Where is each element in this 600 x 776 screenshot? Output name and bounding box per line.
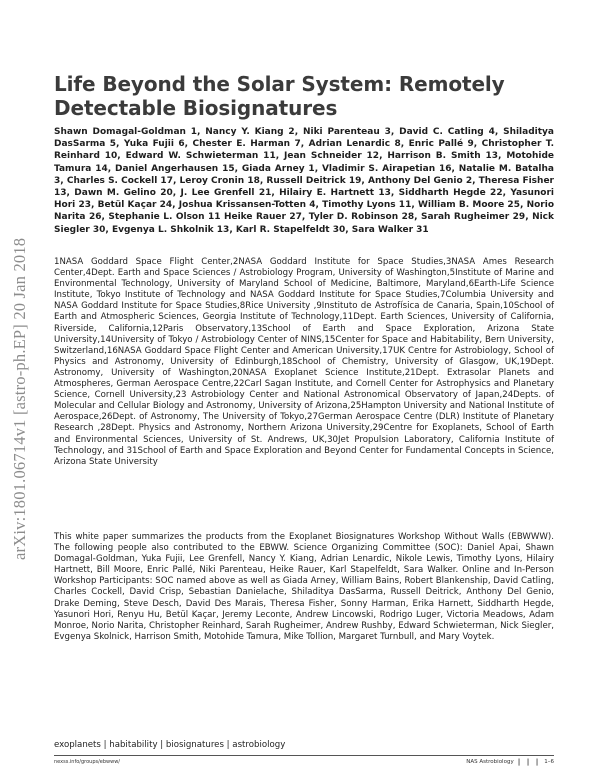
footer-separator-bars: | | | <box>517 758 541 766</box>
footer-rule <box>54 755 554 756</box>
affiliations: 1NASA Goddard Space Flight Center,2NASA Goddard Institute for Space Studies,3NASA Ames Research Center,4Dept. Earth and Space Sciences / Astrobiology Program, University of Washington,5Institute of Marine and Environmental Technology, University of Maryland School of Medicine, Baltimore, Maryland,6Earth-Life Science Institute, Tokyo Institute of Technology and NASA Goddard Institute for Space Studies,7Columbia University and NASA Goddard Institute for Space Studies,8Rice University ,9Instituto de Astrofísica de Canaria, Spain,10School of Earth and Atmospheric Sciences, Georgia Institute of Technology,11Dept. Earth Sciences, University of California, Riverside, California,12Paris Observatory,13School of Earth and Space Exploration, Arizona State University,14University of Tokyo / Astrobiology Center of NINS,15Center for Space and Habitability, Bern University, Switzerland,16NASA Goddard Space Flight Center and American University,17UK Centre for Astrobiology, School of Physics and Astronomy, University of Edinburgh,18School of Chemistry, University of Glasgow, UK,19Dept. Astronomy, University of Washington,20NASA Exoplanet Science Institute,21Dept. Extrasolar Planets and Atmospheres, German Aerospace Centre,22Carl Sagan Institute, and Cornell Center for Astrophysics and Planetary Science, Cornell University,23 Astrobiology Center and National Astronomical Observatory of Japan,24Depts. of Molecular and Cellular Biology and Astronomy, University of Arizona,25Hampton University and National Institute of Aerospace,26Dept. of Astronomy, The University of Tokyo,27German Aerospace Centre (DLR) Institute of Planetary Research ,28Dept. Physics and Astronomy, Northern Arizona University,29Centre for Exoplanets, School of Earth and Environmental Sciences, University of St. Andrews, UK,30Jet Propulsion Laboratory, California Institute of Technology, and 31School of Earth and Space Exploration and Beyond Center for Fundamental Concepts in Science, Arizona State University <box>54 257 554 467</box>
paper-title: Life Beyond the Solar System: Remotely Detectable Biosignatures <box>54 72 505 120</box>
author-list: Shawn Domagal-Goldman 1, Nancy Y. Kiang 2, Niki Parenteau 3, David C. Catling 4, Shiladitya DasSarma 5, Yuka Fujii 6, Chester E. Harman 7, Adrian Lenardic 8, Enric Pallé 9, Christopher T. Reinhard 10, Edward W. Schwieterman 11, Jean Schneider 12, Harrison B. Smith 13, Motohide Tamura 14, Daniel Angerhausen 15, Giada Arney 1, Vladimir S. Airapetian 16, Natalie M. Batalha 3, Charles S. Cockell 17, Leroy Cronin 18, Russell Deitrick 19, Anthony Del Genio 2, Theresa Fisher 13, Dawn M. Gelino 20, J. Lee Grenfell 21, Hilairy E. Hartnett 13, Siddharth Hegde 22, Yasunori Hori 23, Betül Kaçar 24, Joshua Krissansen-Totten 4, Timothy Lyons 11, William B. Moore 25, Norio Narita 26, Stephanie L. Olson 11 Heike Rauer 27, Tyler D. Robinson 28, Sarah Rugheimer 29, Nick Siegler 30, Evgenya L. Shkolnik 13, Karl R. Stapelfeldt 30, Sara Walker 31 <box>54 127 554 235</box>
footer-journal-info <box>466 758 554 766</box>
footer-journal-name: NAS Astrobiology <box>466 759 514 765</box>
arxiv-identifier: arXiv:1801.06714v1 [astro-ph.EP] 20 Jan 2018 <box>10 237 29 560</box>
footer-url: nexss.info/groups/ebwww/ <box>54 759 120 765</box>
keywords: exoplanets | habitability | biosignatures | astrobiology <box>54 740 286 750</box>
footer-page-range: 1–6 <box>544 759 554 765</box>
abstract: This white paper summarizes the products from the Exoplanet Biosignatures Workshop Without Walls (EBWWW). The following people also contributed to the EBWW. Science Organizing Committee (SOC): Daniel Apai, Shawn Domagal-Goldman, Yuka Fujii, Lee Grenfell, Nancy Y. Kiang, Adrian Lenardic, Nikole Lewis, Timothy Lyons, Hilairy Hartnett, Bill Moore, Enric Pallé, Niki Parenteau, Heike Rauer, Karl Stapelfeldt, Sara Walker. Online and In-Person Workshop Participants: SOC named above as well as Giada Arney, William Bains, Robert Blankenship, David Catling, Charles Cockell, David Crisp, Sebastian Danielache, Shiladitya DasSarma, Russell Deitrick, Anthony Del Genio, Drake Deming, Steve Desch, David Des Marais, Theresa Fisher, Sonny Harman, Erika Harnett, Siddharth Hegde, Yasunori Hori, Renyu Hu, Betül Kaçar, Jeremy Leconte, Andrew Lincowski, Rodrigo Luger, Victoria Meadows, Adam Monroe, Norio Narita, Christopher Reinhard, Sarah Rugheimer, Andrew Rushby, Edward Schwieterman, Nick Siegler, Evgenya Skolnick, Harrison Smith, Motohide Tamura, Mike Tollion, Margaret Turnbull, and Mary Voytek. <box>54 532 554 642</box>
